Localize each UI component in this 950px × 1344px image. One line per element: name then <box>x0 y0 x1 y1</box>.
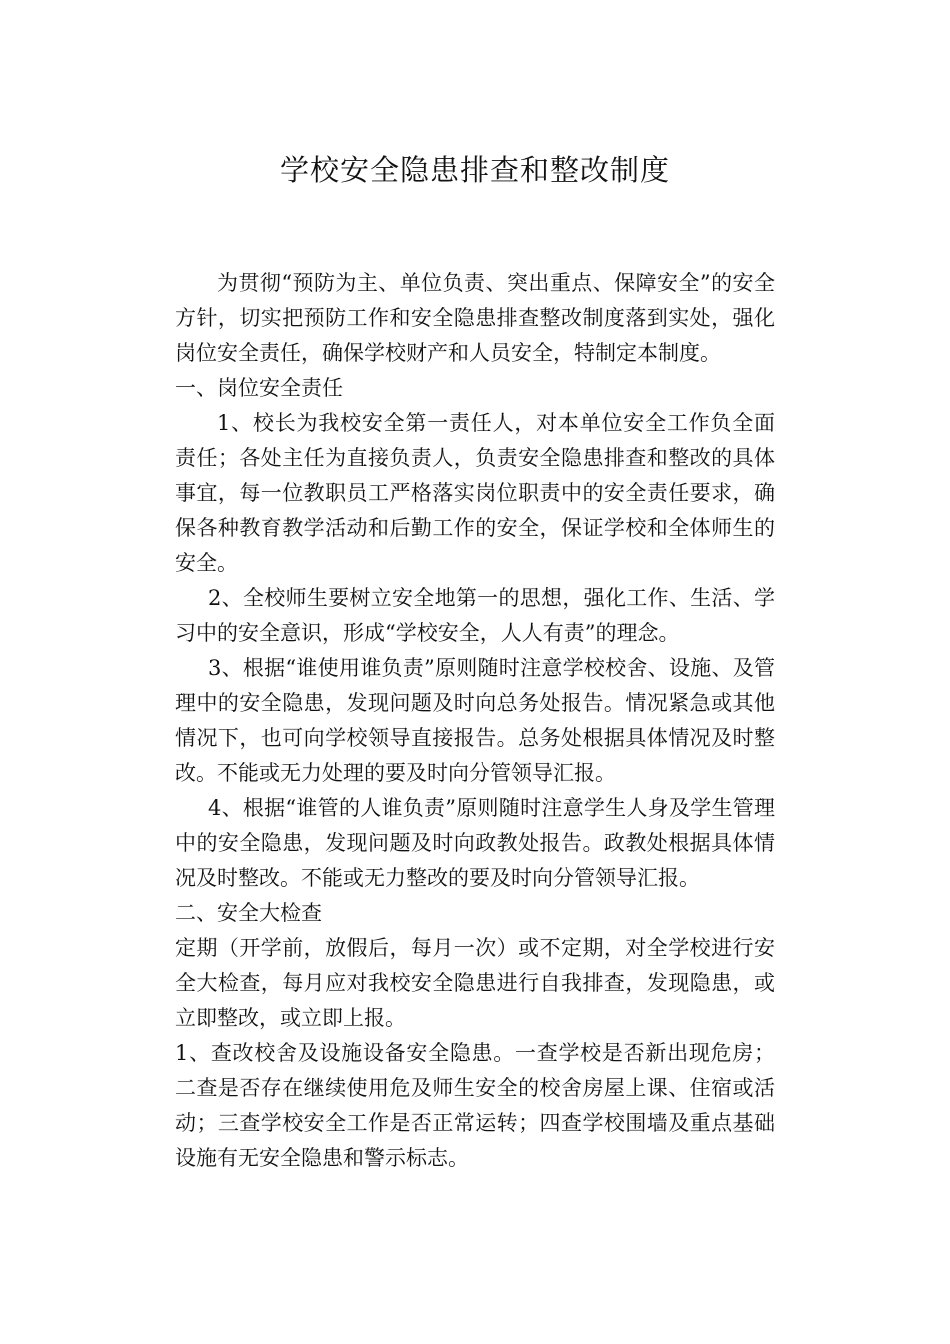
document-body <box>175 266 775 1176</box>
section-2-intro: 定期（开学前，放假后，每月一次）或不定期，对全学校进行安全大检查，每月应对我校安全隐患进行自我排查，发现隐患，或立即整改，或立即上报。 <box>175 936 775 1030</box>
section-1-item-1: 1、校长为我校安全第一责任人，对本单位安全工作负全面责任；各处主任为直接负责人，负责安全隐患排查和整改的具体事宜，每一位教职员工严格落实岗位职责中的安全责任要求，确保各种教育教学活动和后勤工作的安全，保证学校和全体师生的安全。 <box>175 411 775 575</box>
intro-paragraph: 为贯彻“预防为主、单位负责、突出重点、保障安全”的安全方针，切实把预防工作和安全隐患排查整改制度落到实处，强化岗位安全责任，确保学校财产和人员安全，特制定本制度。 <box>175 271 775 365</box>
section-1-item-3: 3、根据“谁使用谁负责”原则随时注意学校校舍、设施、及管理中的安全隐患，发现问题及时向总务处报告。情况紧急或其他情况下，也可向学校领导直接报告。总务处根据具体情况及时整改。不能或无力处理的要及时向分管领导汇报。 <box>175 656 775 785</box>
section-2-item-1: 1、查改校舍及设施设备安全隐患。一查学校是否新出现危房；二查是否存在继续使用危及师生安全的校舍房屋上课、住宿或活动；三查学校安全工作是否正常运转；四查学校围墙及重点基础设施有无安全隐患和警示标志。 <box>175 1041 775 1170</box>
section-1-item-2: 2、全校师生要树立安全地第一的思想，强化工作、生活、学习中的安全意识，形成“学校安全，人人有责”的理念。 <box>175 586 775 645</box>
section-1-item-4: 4、根据“谁管的人谁负责”原则随时注意学生人身及学生管理中的安全隐患，发现问题及时向政教处报告。政教处根据具体情况及时整改。不能或无力整改的要及时向分管领导汇报。 <box>175 796 775 890</box>
document-title: 学校安全隐患排查和整改制度 <box>279 153 670 187</box>
section-heading-2: 二、安全大检查 <box>175 901 322 925</box>
section-heading-1: 一、岗位安全责任 <box>175 376 343 400</box>
